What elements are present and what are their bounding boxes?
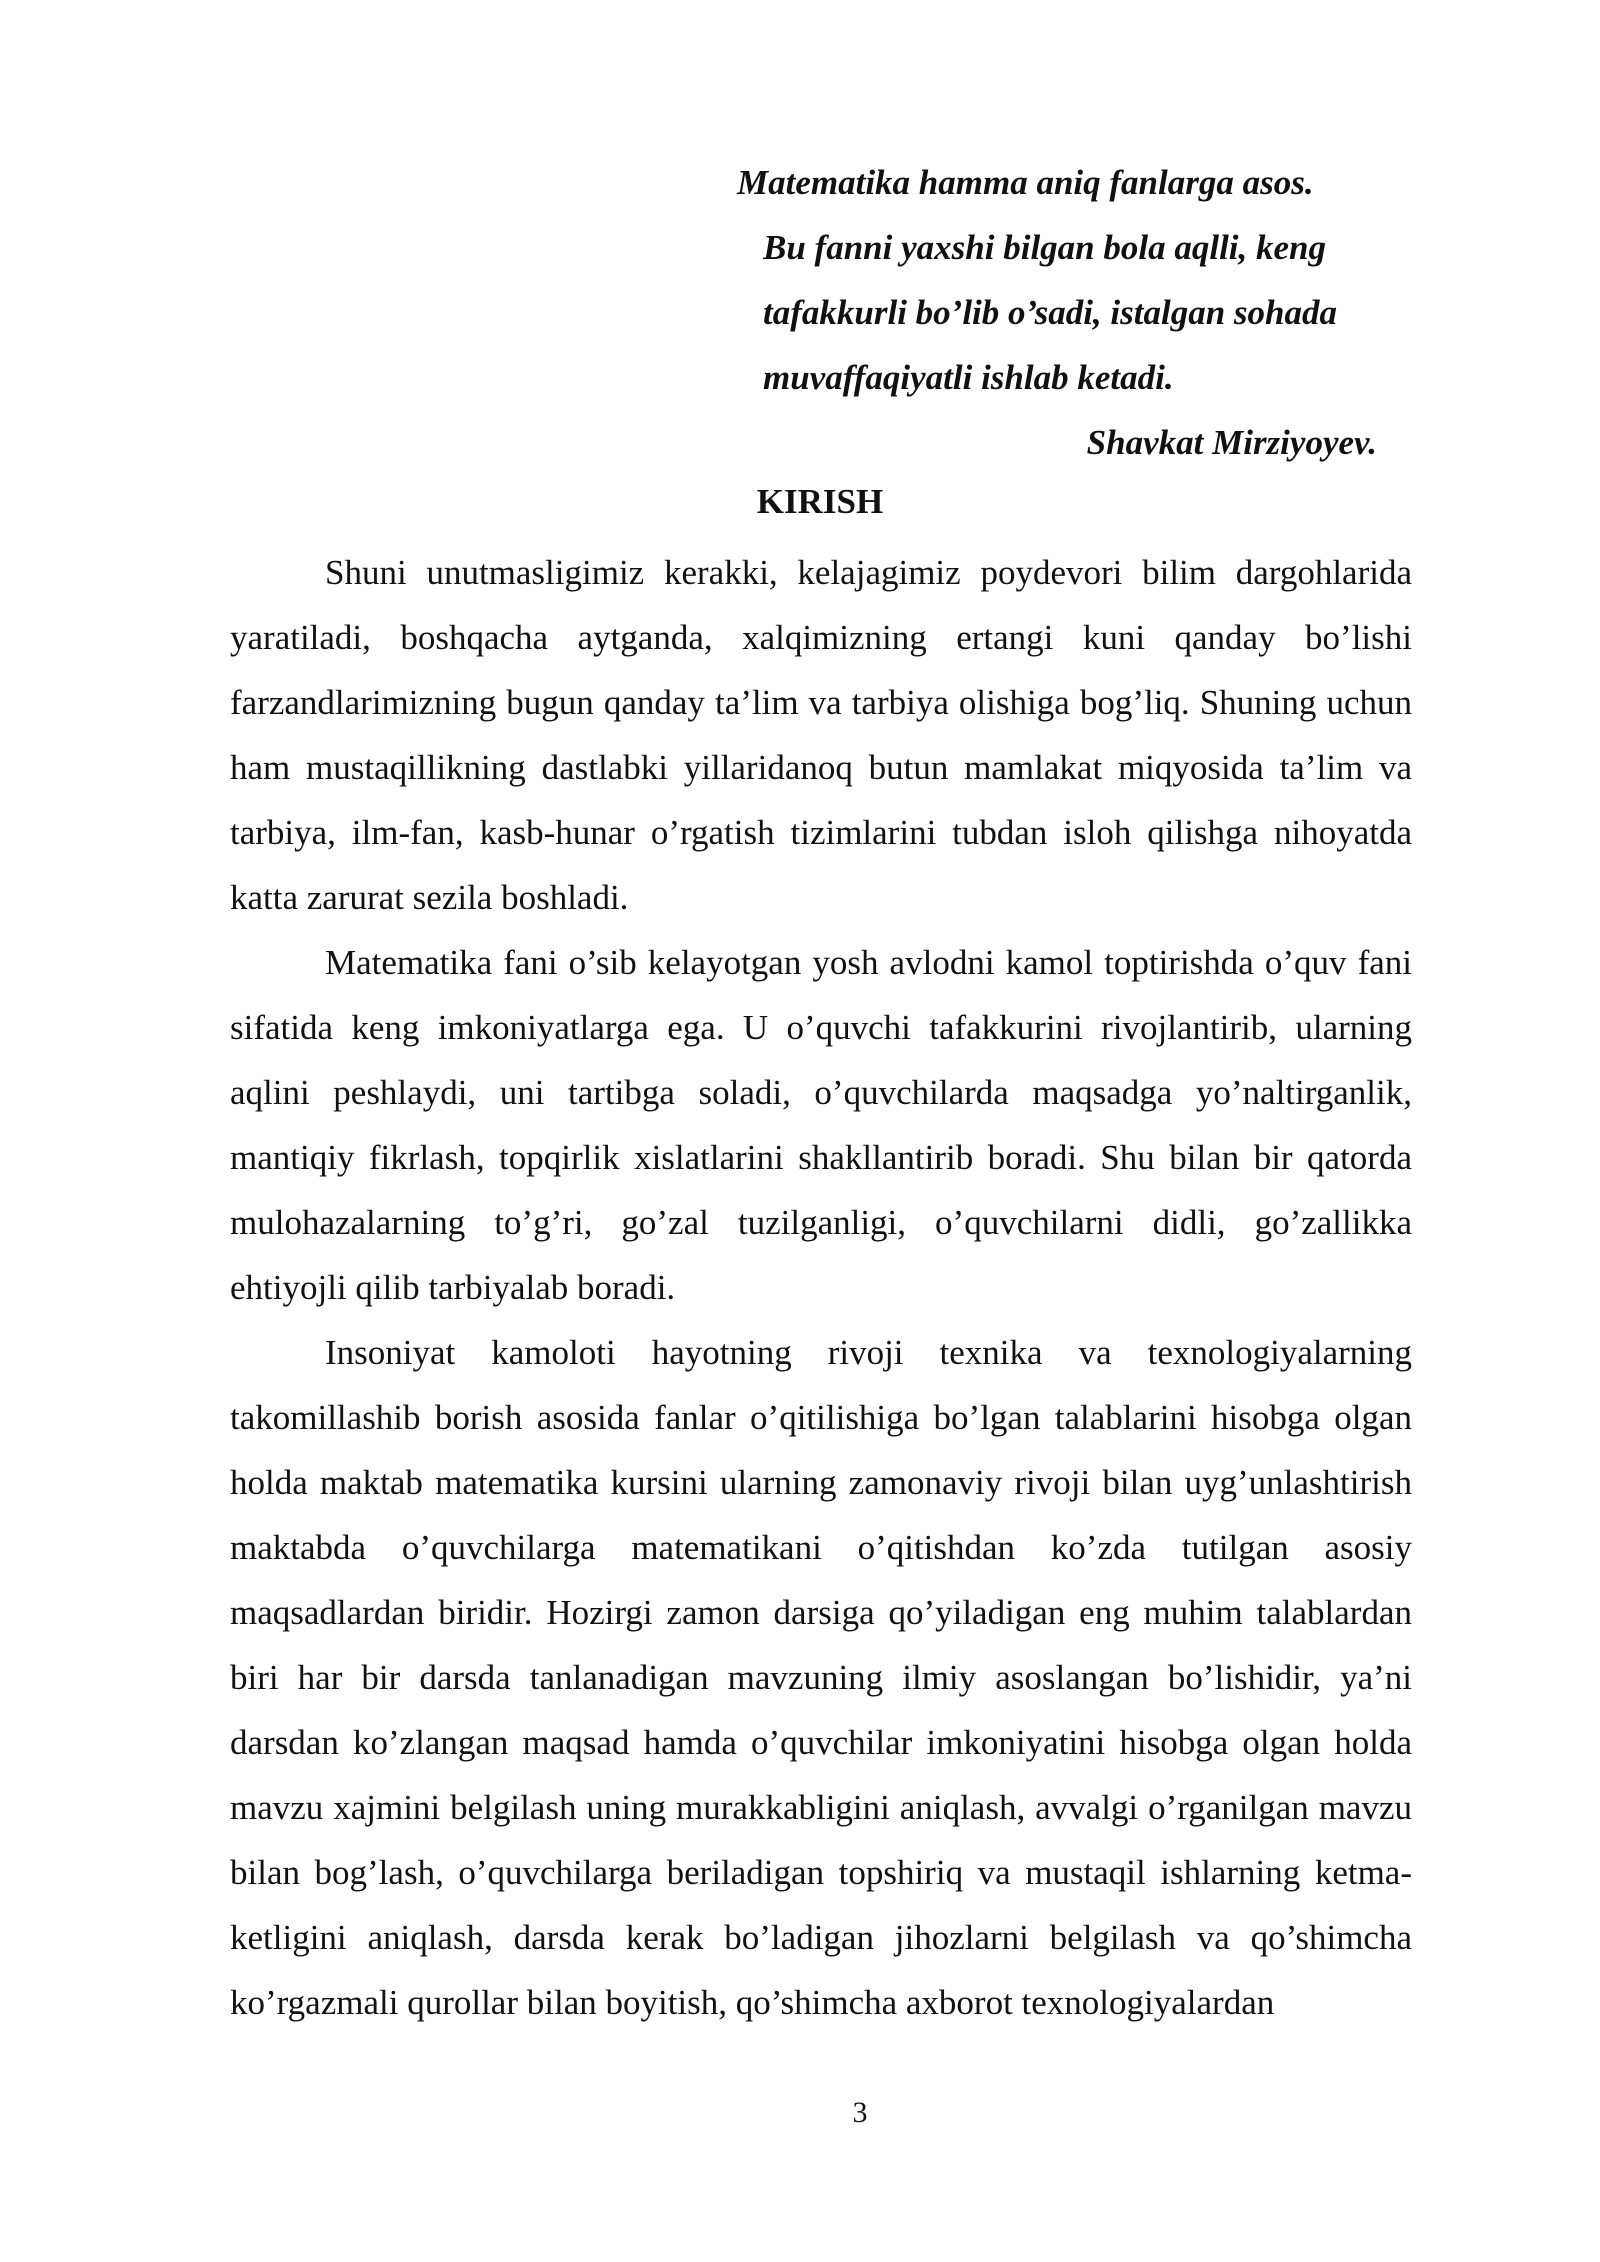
epigraph bbox=[737, 150, 1417, 475]
epigraph-author: Shavkat Mirziyoyev. bbox=[1086, 423, 1377, 462]
epigraph-line: muvaffaqiyatli ishlab ketadi. bbox=[763, 358, 1174, 397]
epigraph-line: tafakkurli bo’lib o’sadi, istalgan sohada bbox=[763, 293, 1338, 332]
section-heading: KIRISH bbox=[756, 482, 884, 521]
epigraph-line: Matematika hamma aniq fanlarga asos. bbox=[737, 163, 1314, 202]
epigraph-line: Bu fanni yaxshi bilgan bola aqlli, keng bbox=[763, 228, 1327, 267]
page-number: 3 bbox=[852, 2096, 868, 2129]
paragraph: Matematika fani o’sib kelayotgan yosh avlodni kamol toptirishda o’quv fani sifatida keng imkoniyatlarga ega. U o’quvchi tafakkurini rivojlantirib, ularning aqlini peshlaydi, uni tartibga soladi, o’quvchilarda maqsadga yo’naltirganlik, mantiqiy fikrlash, topqirlik xislatlarini shakllantirib boradi. Shu bilan bir qatorda mulohazalarning to’g’ri, go’zal tuzilganligi, o’quvchilarni didli, go’zallikka ehtiyojli qilib tarbiyalab boradi. bbox=[230, 943, 1412, 1307]
paragraph: Shuni unutmasligimiz kerakki, kelajagimiz poydevori bilim dargohlarida yaratiladi, boshqacha aytganda, xalqimizning ertangi kuni qanday bo’lishi farzandlarimizning bugun qanday ta’lim va tarbiya olishiga bog’liq. Shuning uchun ham mustaqillikning dastlabki yillaridanoq butun mamlakat miqyosida ta’lim va tarbiya, ilm-fan, kasb-hunar o’rgatish tizimlarini tubdan isloh qilishga nihoyatda katta zarurat sezila boshladi. bbox=[230, 553, 1412, 917]
paragraph: Insoniyat kamoloti hayotning rivoji texnika va texnologiyalarning takomillashib borish asosida fanlar o’qitilishiga bo’lgan talablarini hisobga olgan holda maktab matematika kursini ularning zamonaviy rivoji bilan uyg’unlashtirish maktabda o’quvchilarga matematikani o’qitishdan ko’zda tutilgan asosiy maqsadlardan biridir. Hozirgi zamon darsiga qo’yiladigan eng muhim talablardan biri har bir darsda tanlanadigan mavzuning ilmiy asoslangan bo’lishidir, ya’ni darsdan ko’zlangan maqsad hamda o’quvchilar imkoniyatini hisobga olgan holda mavzu xajmini belgilash uning murakkabligini aniqlash, avvalgi o’rganilgan mavzu bilan bog’lash, o’quvchilarga beriladigan topshiriq va mustaqil ishlarning ketma-ketligini aniqlash, darsda kerak bo’ladigan jihozlarni belgilash va qo’shimcha ko’rgazmali qurollar bilan boyitish, qo’shimcha axborot texnologiyalardan bbox=[230, 1333, 1412, 2022]
body-text bbox=[230, 540, 1412, 2035]
